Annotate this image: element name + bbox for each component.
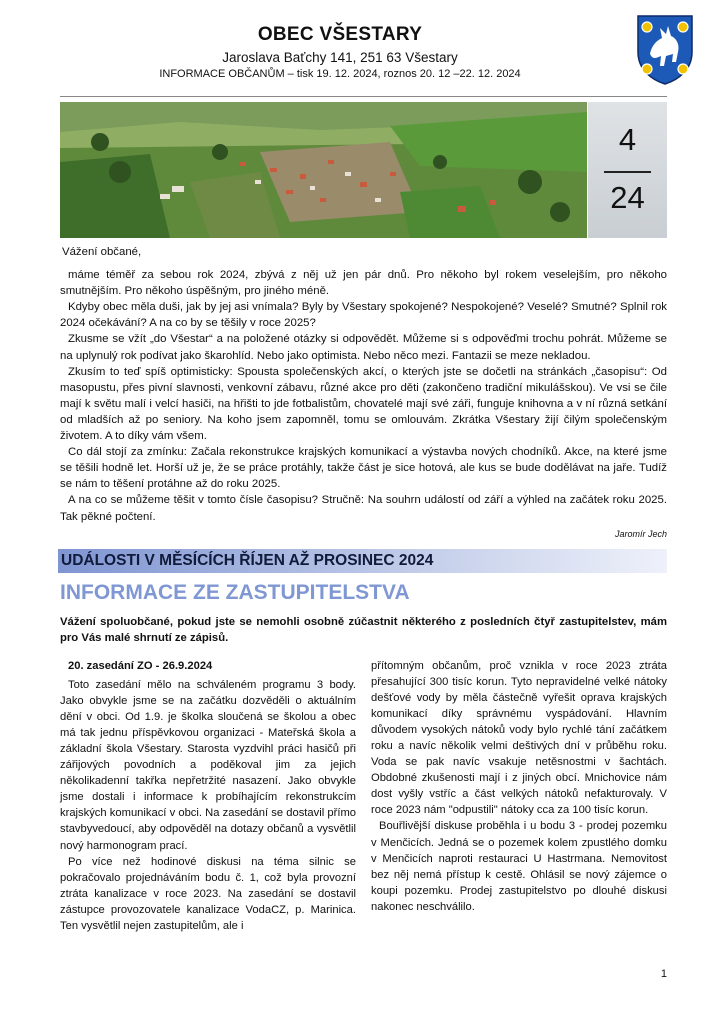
- print-info: INFORMACE OBČANŮM – tisk 19. 12. 2024, roznos 20. 12 –22. 12. 2024: [159, 68, 521, 80]
- issue-year: 24: [610, 180, 645, 215]
- intro-paragraph: Zkusme se vžít „do Všestar“ a na položené otázky si odpovědět. Můžeme si s odpověďmi trochu pohrát. Můžeme se na uplynulý rok podívat jako škarohlíd. Nebo jako optimista. Nebo něco mezi. Fantazii se meze nekladou.: [60, 333, 667, 362]
- section-heading: INFORMACE ZE ZASTUPITELSTVA: [60, 581, 410, 604]
- intro-paragraph: Co dál stojí za zmínku: Začala rekonstrukce krajských komunikací a výstavba nových chodníků. Akce, na které jsme se těšili hodně let. Horší už je, že se práce protáhly, takže část je sice hotová, ale kus se bude dodělávat na jaře. Tudíž se nám to těšení protáhne až do roku 2025.: [60, 446, 667, 491]
- header-divider: [60, 96, 667, 97]
- author-signature: Jaromír Jech: [614, 529, 667, 539]
- section-lead: Vážení spoluobčané, pokud jste se nemohli osobně zúčastnit některého z posledních čtyř zastupitelstev, mám pro Vás malé shrnutí ze zápisů.: [60, 616, 667, 644]
- column-paragraph: Po více než hodinové diskusi na téma silnic se pokračovalo projednáváním bodu č. 1, což byla provozní ztráta kanalizace v roce 2023. Na zasedání se dostavil zástupce provozovatele kanalizace VodaCZ, p. Marinica. Ten vysvětlil nejen zastupitelům, ale i: [60, 855, 356, 932]
- section-title: UDÁLOSTI V MĚSÍCÍCH ŘÍJEN AŽ PROSINEC 2024: [61, 552, 434, 569]
- coat-of-arms-icon: [636, 14, 694, 86]
- intro-paragraph: Kdyby obec měla duši, jak by jej asi vnímala? Byly by Všestary spokojené? Nespokojené? Veselé? Smutné? Splnil rok 2024 očekávání? A na co by se těšily v roce 2025?: [60, 301, 667, 330]
- intro-paragraph: Zkusím to teď spíš optimisticky: Spousta společenských akcí, o kterých jste se dočetli na stránkách „časopisu“: Od masopustu, přes pivní slavnosti, venkovní zábavu, různé akce pro děti (zakončeno tradiční mikulášskou). Ve vsi se čile mají k světu malí i velcí hasiči, na hřišti to jde fotbalistům, chovatelé mají své záři, funguje knihovna a v ní různá setkání od mladších až po seniory. Na koho jsem zapomněl, tomu se omlouvám. Zkrátka Všestary žijí čilým společenským životem. A to díky vám všem.: [60, 365, 667, 443]
- issue-number-box: [588, 102, 667, 238]
- aerial-village-photo: [60, 102, 587, 238]
- section-band: [58, 549, 667, 573]
- issue-divider: [604, 171, 651, 173]
- column-paragraph: Bouřlivější diskuse proběhla i u bodu 3 - prodej pozemku v Menčicích. Jedná se o pozemek kolem zpustlého domku v Menčicích naproti restauraci U Hastrmana. Nemovitost bez něj nemá přístup k cestě. Ohlásil se nový zájemce o koupi pozemku. Prodej zastupitelstvo po dlouhé diskusi nakonec neschválilo.: [371, 820, 667, 913]
- right-column: [371, 658, 667, 915]
- meeting-subheading: 20. zasedání ZO - 26.9.2024: [68, 660, 213, 672]
- municipality-address: Jaroslava Baťchy 141, 251 63 Všestary: [222, 50, 458, 65]
- page-number: 1: [660, 968, 667, 980]
- column-paragraph: Toto zasedání mělo na schváleném programu 3 body. Jako obvykle jsme se na začátku dozvěděli o aktuálním dění v obci. Od 1.9. je školka sloučená se školou a obec má tak jednu příspěvkovou organizaci - Mateřská škola a základní škola Všestary. Starosta vyzdvihl práci hasičů při zářijových povodních a poděkoval jim za jejich několikadenní takřka nepřetržité nasazení. Jako obvykle jsme dostali i informace k probíhajícím rekonstrukcím krajských komunikací v obci. Na zasedání se dostavil přímo stavbyvedoucí, aby odpověděl na dotazy občanů a vysvětlil nový harmonogram prací.: [60, 679, 356, 852]
- intro-paragraph: A na co se můžeme těšit v tomto čísle časopisu? Stručně: Na souhrn událostí od září a výhled na začátek roku 2025. Tak pěkné počtení.: [60, 494, 667, 523]
- column-paragraph: přítomným občanům, proč vznikla v roce 2023 ztráta přesahující 300 tisíc korun. Tyto nepravidelné velké nátoky dešťové vody by měla částečně vyřešit oprava krajských komunikací díky správnému vyspádování. Hlavním důvodem vysokých nátoků vody bylo rychlé tání začátkem roku a navíc několik velmi deštivých dní v průběhu roku. Voda se pak navíc vsakuje netěsnostmi v šachtách. Obdobné zkušenosti mají i z jiných obcí. Mnichovice nám dost vyšly vstříc a část velkých nátoků nefakturovaly. V roce 2023 nám "odpustili" nátoky cca za 100 tisíc korun.: [371, 660, 667, 817]
- page-title: OBEC VŠESTARY: [257, 24, 423, 45]
- issue-number: 4: [618, 122, 637, 157]
- intro-paragraph: máme téměř za sebou rok 2024, zbývá z něj už jen pár dnů. Pro někoho byl rokem veselejším, pro někoho smutnějším. Pro někoho úspěšným, pro jiného méně.: [60, 269, 667, 298]
- intro-letter: [60, 244, 667, 525]
- masthead: [60, 24, 620, 80]
- greeting: Vážení občané,: [62, 246, 142, 258]
- left-column: [60, 658, 356, 934]
